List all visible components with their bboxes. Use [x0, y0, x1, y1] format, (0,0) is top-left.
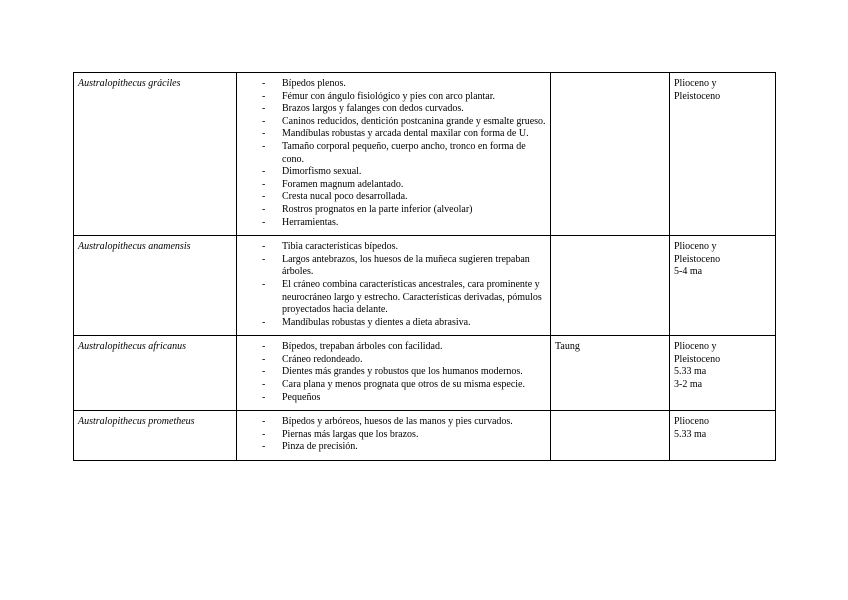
period-line: Plioceno — [674, 416, 709, 428]
trait-item: - Bípedos, trepaban árboles con facilidad. — [282, 341, 546, 354]
table-row — [74, 336, 776, 411]
table-row — [74, 411, 776, 461]
species-name: Australopithecus prometheus — [78, 416, 195, 428]
trait-item: - Pinza de precisión. — [282, 441, 546, 454]
period-line: Pleistoceno — [674, 90, 721, 102]
period-line: Plioceno y — [674, 78, 717, 89]
trait-item: - Bípedos y arbóreos, huesos de las manos y pies curvados. — [282, 416, 546, 429]
period-line: 5.33 ma — [674, 366, 707, 378]
trait-item: - Herramientas. — [282, 217, 546, 230]
species-name: Australopithecus africanus — [78, 341, 187, 353]
table-body — [74, 73, 776, 461]
find-site-cell — [551, 336, 670, 411]
species-cell — [74, 336, 237, 411]
trait-item: - Cara plana y menos prognata que otros de su misma especie. — [282, 379, 546, 392]
find-site-cell — [551, 236, 670, 336]
period-line: 3-2 ma — [674, 379, 703, 391]
traits-list — [241, 341, 546, 404]
trait-item: - Cresta nucal poco desarrollada. — [282, 191, 546, 204]
trait-item: - Dimorfismo sexual. — [282, 166, 546, 179]
trait-item: - Tamaño corporal pequeño, cuerpo ancho, tronco en forma de cono. — [282, 141, 546, 166]
trait-item: - Cráneo redondeado. — [282, 354, 546, 367]
period-line: Pleistoceno — [674, 353, 721, 365]
period-cell — [670, 411, 776, 461]
period-cell — [670, 236, 776, 336]
species-cell — [74, 73, 237, 236]
trait-item: - Piernas más largas que los brazos. — [282, 429, 546, 442]
find-site-cell — [551, 73, 670, 236]
hominin-table — [73, 72, 776, 461]
trait-item: - Rostros prognatos en la parte inferior (alveolar) — [282, 204, 546, 217]
trait-item: - Fémur con ángulo fisiológico y pies con arco plantar. — [282, 91, 546, 104]
traits-list — [241, 78, 546, 229]
trait-item: - Caninos reducidos, dentición postcanina grande y esmalte grueso. — [282, 116, 546, 129]
period-line: 5-4 ma — [674, 266, 703, 278]
period-line: Pleistoceno — [674, 253, 721, 265]
trait-item: - Mandíbulas robustas y dientes a dieta abrasiva. — [282, 317, 546, 330]
period-line: Plioceno y — [674, 341, 717, 353]
traits-cell — [237, 336, 551, 411]
trait-item: - Dientes más grandes y robustos que los humanos modernos. — [282, 366, 546, 379]
trait-item: - Mandíbulas robustas y arcada dental maxilar con forma de U. — [282, 128, 546, 141]
traits-cell — [237, 73, 551, 236]
period-cell — [670, 336, 776, 411]
species-name: Australopithecus anamensis — [78, 241, 191, 253]
trait-item: - Pequeños — [282, 392, 546, 405]
traits-cell — [237, 236, 551, 336]
species-cell — [74, 236, 237, 336]
traits-cell — [237, 411, 551, 461]
species-cell — [74, 411, 237, 461]
period-cell — [670, 73, 776, 236]
table-row — [74, 73, 776, 236]
period-line: Plioceno y — [674, 241, 717, 253]
trait-item: - Largos antebrazos, los huesos de la muñeca sugieren trepaban árboles. — [282, 254, 546, 279]
period-line: 5.33 ma — [674, 428, 707, 440]
find-site: Taung — [555, 341, 580, 353]
trait-item: - Brazos largos y falanges con dedos curvados. — [282, 103, 546, 116]
traits-list — [241, 241, 546, 329]
species-name: Australopithecus gráciles — [78, 78, 181, 89]
trait-item: - Foramen magnum adelantado. — [282, 179, 546, 192]
trait-item: - Bípedos plenos. — [282, 78, 546, 91]
find-site-cell — [551, 411, 670, 461]
trait-item: - El cráneo combina características ancestrales, cara prominente y neurocráneo largo y estrecho. Características derivadas, pómulos proyectados hacia delante. — [282, 279, 546, 317]
table-row — [74, 236, 776, 336]
trait-item: - Tibia características bípedos. — [282, 241, 546, 254]
traits-list — [241, 416, 546, 454]
